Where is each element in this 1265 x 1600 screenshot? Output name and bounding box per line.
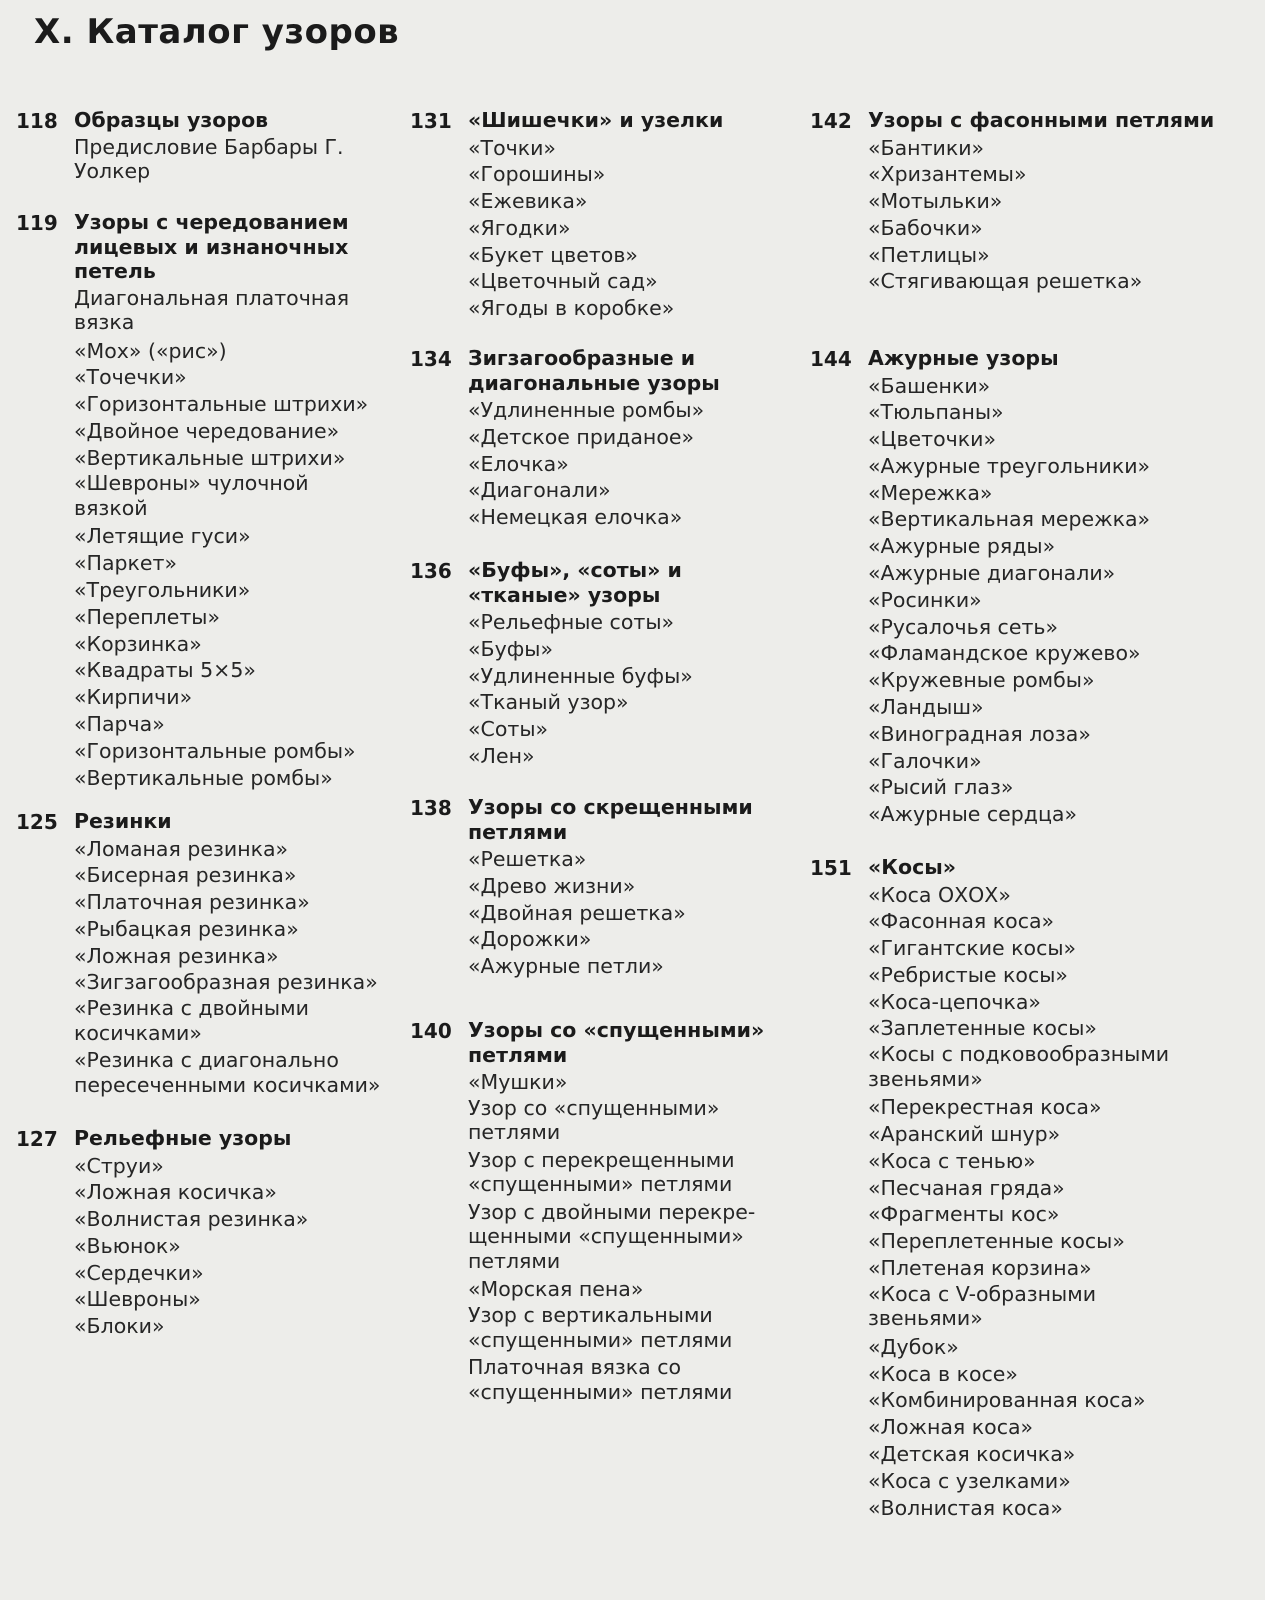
pattern-list bbox=[868, 882, 1260, 1522]
pattern-item: «Росинки» bbox=[868, 587, 982, 612]
catalog-section bbox=[16, 108, 401, 187]
pattern-item: «Песчаная гряда» bbox=[868, 1175, 1065, 1200]
pattern-item: «Фрагменты кос» bbox=[868, 1202, 1060, 1227]
pattern-item: «Буфы» bbox=[468, 636, 553, 661]
catalog-section bbox=[810, 108, 1260, 295]
section-page-number: 142 bbox=[810, 109, 852, 133]
catalog-section bbox=[410, 108, 800, 322]
pattern-item: «Рысий глаз» bbox=[868, 775, 1014, 800]
pattern-item: «Ажурные диагонали» bbox=[868, 561, 1116, 586]
pattern-item: «Коса с V-образными звеньями» bbox=[868, 1281, 1097, 1331]
pattern-item: «Сердечки» bbox=[74, 1260, 204, 1285]
section-body bbox=[74, 809, 401, 1100]
pattern-item: «Ложная коса» bbox=[868, 1415, 1034, 1440]
pattern-item: «Вертикальные штрихи» bbox=[74, 445, 346, 470]
section-body bbox=[468, 795, 800, 980]
pattern-item: «Древо жизни» bbox=[468, 873, 636, 898]
section-body bbox=[468, 1018, 800, 1407]
pattern-item: «Двойное чередование» bbox=[74, 418, 340, 443]
pattern-item: Узор с двойными перекре- щенными «спущенными» петлями bbox=[468, 1199, 756, 1273]
pattern-item: «Башенки» bbox=[868, 373, 991, 398]
section-title: Узоры с чередованием лицевых и изнаночных петель bbox=[74, 210, 349, 283]
pattern-item: «Корзинка» bbox=[74, 631, 202, 656]
pattern-item: «Бабочки» bbox=[868, 215, 983, 240]
section-title: Узоры со «спущенными» петлями bbox=[468, 1018, 765, 1067]
section-body bbox=[868, 346, 1260, 828]
pattern-item: «Бисерная резинка» bbox=[74, 863, 297, 888]
catalog-section bbox=[410, 1018, 800, 1407]
pattern-item: «Ажурные петли» bbox=[468, 954, 664, 979]
pattern-item: «Фламандское кружево» bbox=[868, 641, 1141, 666]
section-title: Зигзагообразные и диагональные узоры bbox=[468, 346, 720, 395]
pattern-item: «Тканый узор» bbox=[468, 690, 629, 715]
pattern-item: «Переплетенные косы» bbox=[868, 1229, 1125, 1254]
pattern-list bbox=[74, 135, 401, 184]
pattern-item: «Решетка» bbox=[468, 847, 587, 871]
pattern-item: «Горизонтальные ромбы» bbox=[74, 738, 356, 763]
section-title: Ажурные узоры bbox=[868, 346, 1059, 370]
pattern-item: «Кружевные ромбы» bbox=[868, 668, 1095, 693]
pattern-item: «Рыбацкая резинка» bbox=[74, 916, 299, 941]
pattern-item: «Ложная резинка» bbox=[74, 943, 279, 968]
pattern-item: «Заплетенные косы» bbox=[868, 1016, 1097, 1041]
pattern-item: «Коса в косе» bbox=[868, 1361, 1018, 1386]
section-page-number: 151 bbox=[810, 856, 852, 880]
catalog-section bbox=[410, 558, 800, 770]
pattern-item: «Цветочки» bbox=[868, 427, 996, 452]
pattern-list bbox=[468, 397, 800, 531]
pattern-item: «Ландыш» bbox=[868, 695, 984, 720]
pattern-item: Платочная вязка со «спущенными» петлями bbox=[468, 1355, 733, 1404]
pattern-item: «Ажурные сердца» bbox=[868, 802, 1078, 827]
catalog-section bbox=[810, 346, 1260, 828]
section-page-number: 125 bbox=[16, 810, 58, 834]
section-page-number: 119 bbox=[16, 211, 58, 235]
pattern-item: «Платочная резинка» bbox=[74, 890, 310, 915]
pattern-item: «Треугольники» bbox=[74, 578, 251, 603]
pattern-item: «Хризантемы» bbox=[868, 162, 1027, 187]
pattern-item: «Горошины» bbox=[468, 162, 606, 187]
section-page-number: 144 bbox=[810, 347, 852, 371]
section-page-number: 136 bbox=[410, 559, 452, 583]
pattern-list bbox=[74, 836, 401, 1098]
pattern-item: «Двойная решетка» bbox=[468, 900, 686, 925]
pattern-item: «Рельефные соты» bbox=[468, 610, 675, 634]
pattern-list bbox=[468, 846, 800, 980]
pattern-item: «Коса с тенью» bbox=[868, 1148, 1036, 1173]
section-page-number: 134 bbox=[410, 347, 452, 371]
pattern-item: «Зигзагообразная резинка» bbox=[74, 970, 378, 995]
section-title: «Шишечки» и узелки bbox=[468, 108, 724, 132]
pattern-item: «Перекрестная коса» bbox=[868, 1095, 1102, 1120]
pattern-item: «Кирпичи» bbox=[74, 685, 193, 710]
pattern-item: «Паркет» bbox=[74, 551, 178, 576]
catalog-section bbox=[16, 1126, 401, 1340]
pattern-item: «Резинка с диагонально пересеченными косичками» bbox=[74, 1048, 381, 1097]
section-title: Образцы узоров bbox=[74, 108, 269, 132]
pattern-item: «Точечки» bbox=[74, 365, 187, 390]
pattern-item: «Переплеты» bbox=[74, 604, 220, 629]
pattern-item: «Мережка» bbox=[868, 480, 993, 505]
pattern-item: «Вертикальные ромбы» bbox=[74, 765, 333, 790]
pattern-item: Узор со «спущенными» петлями bbox=[468, 1095, 720, 1145]
pattern-item: «Ягоды в коробке» bbox=[468, 296, 675, 321]
section-title: Рельефные узоры bbox=[74, 1126, 292, 1150]
section-body bbox=[74, 108, 401, 187]
catalog-section bbox=[16, 210, 401, 791]
pattern-item: «Лен» bbox=[468, 743, 535, 768]
pattern-item: «Мушки» bbox=[468, 1070, 568, 1094]
pattern-item: «Детское приданое» bbox=[468, 424, 695, 449]
section-title: Узоры со скрещенными петлями bbox=[468, 795, 753, 844]
pattern-item: «Ребристые косы» bbox=[868, 962, 1068, 987]
pattern-item: «Волнистая резинка» bbox=[74, 1207, 309, 1232]
pattern-item: «Резинка с двойными косичками» bbox=[74, 996, 309, 1045]
pattern-item: «Точки» bbox=[468, 135, 556, 160]
pattern-list bbox=[74, 1153, 401, 1341]
pattern-item: «Русалочья сеть» bbox=[868, 614, 1059, 639]
section-body bbox=[468, 558, 800, 770]
pattern-item: «Коса с узелками» bbox=[868, 1468, 1071, 1493]
pattern-item: «Мох» («рис») bbox=[74, 338, 227, 363]
page-title: X. Каталог узоров bbox=[34, 12, 400, 52]
section-body bbox=[74, 210, 401, 791]
pattern-item: «Бантики» bbox=[868, 135, 985, 160]
section-body bbox=[468, 108, 800, 322]
pattern-list bbox=[468, 135, 800, 323]
pattern-item: «Комбинированная коса» bbox=[868, 1388, 1146, 1413]
pattern-item: «Вертикальная мережка» bbox=[868, 507, 1151, 532]
pattern-item: «Коса ОХОХ» bbox=[868, 882, 1011, 907]
pattern-item: «Горизонтальные штрихи» bbox=[74, 392, 369, 417]
pattern-item: «Аранский шнур» bbox=[868, 1122, 1061, 1147]
pattern-item: «Мотыльки» bbox=[868, 189, 1003, 214]
pattern-item: «Виноградная лоза» bbox=[868, 721, 1091, 746]
section-page-number: 127 bbox=[16, 1127, 58, 1151]
pattern-item: «Блоки» bbox=[74, 1314, 165, 1339]
section-page-number: 138 bbox=[410, 796, 452, 820]
section-title: Резинки bbox=[74, 809, 172, 833]
pattern-item: «Дорожки» bbox=[468, 927, 592, 952]
section-body bbox=[74, 1126, 401, 1340]
catalog-section bbox=[410, 346, 800, 531]
pattern-item: «Ложная косичка» bbox=[74, 1180, 277, 1205]
pattern-item: «Летящие гуси» bbox=[74, 524, 251, 549]
section-body bbox=[868, 108, 1260, 295]
pattern-item: «Вьюнок» bbox=[74, 1233, 181, 1258]
pattern-item: «Ажурные ряды» bbox=[868, 534, 1056, 559]
section-title: «Буфы», «соты» и «тканые» узоры bbox=[468, 558, 682, 607]
section-title: «Косы» bbox=[868, 855, 957, 879]
pattern-item: «Цветочный сад» bbox=[468, 269, 658, 294]
catalog-section bbox=[410, 795, 800, 980]
pattern-item: «Стягивающая решетка» bbox=[868, 269, 1143, 294]
pattern-item: «Удлиненные ромбы» bbox=[468, 398, 705, 422]
pattern-item: «Шевроны» чулочной вязкой bbox=[74, 471, 309, 520]
pattern-item: «Квадраты 5×5» bbox=[74, 658, 256, 683]
pattern-item: «Букет цветов» bbox=[468, 242, 638, 267]
pattern-list bbox=[468, 609, 800, 770]
pattern-item: «Фасонная коса» bbox=[868, 909, 1055, 934]
pattern-item: «Ягодки» bbox=[468, 215, 571, 240]
section-page-number: 140 bbox=[410, 1019, 452, 1043]
pattern-item: «Волнистая коса» bbox=[868, 1495, 1063, 1520]
pattern-item: «Галочки» bbox=[868, 748, 982, 773]
section-body bbox=[468, 346, 800, 531]
section-title: Узоры с фасонными петлями bbox=[868, 108, 1215, 132]
catalog-section bbox=[810, 855, 1260, 1521]
pattern-item: «Елочка» bbox=[468, 451, 569, 476]
pattern-item: «Немецкая елочка» bbox=[468, 505, 683, 530]
pattern-item: «Парча» bbox=[74, 712, 165, 737]
pattern-item: «Шевроны» bbox=[74, 1287, 201, 1312]
pattern-item: «Ежевика» bbox=[468, 189, 588, 214]
section-page-number: 131 bbox=[410, 109, 452, 133]
pattern-list bbox=[868, 373, 1260, 829]
pattern-item: «Ломаная резинка» bbox=[74, 836, 289, 861]
pattern-item: «Тюльпаны» bbox=[868, 400, 1004, 425]
pattern-item: «Косы с подковообразными звеньями» bbox=[868, 1042, 1170, 1091]
pattern-list bbox=[468, 1069, 800, 1404]
pattern-item: «Гигантские косы» bbox=[868, 936, 1077, 961]
pattern-list bbox=[868, 135, 1260, 296]
section-body bbox=[868, 855, 1260, 1521]
pattern-item: «Удлиненные буфы» bbox=[468, 663, 693, 688]
pattern-item: «Дубок» bbox=[868, 1334, 959, 1359]
pattern-item: «Соты» bbox=[468, 717, 549, 742]
pattern-item: «Струи» bbox=[74, 1153, 164, 1178]
pattern-item: «Ажурные треугольники» bbox=[868, 453, 1151, 478]
pattern-item: «Морская пена» bbox=[468, 1277, 644, 1302]
pattern-item: «Коса-цепочка» bbox=[868, 989, 1041, 1014]
pattern-item: Узор с вертикальными «спущенными» петлями bbox=[468, 1303, 733, 1352]
section-page-number: 118 bbox=[16, 109, 58, 133]
pattern-list bbox=[74, 286, 401, 792]
pattern-item: Узор с перекрещенными «спущенными» петлями bbox=[468, 1147, 735, 1197]
pattern-item: Предисловие Барбары Г. Уолкер bbox=[74, 134, 344, 183]
pattern-item: «Диагонали» bbox=[468, 478, 611, 503]
pattern-item: «Детская косичка» bbox=[868, 1442, 1076, 1467]
catalog-section bbox=[16, 809, 401, 1100]
pattern-item: «Плетеная корзина» bbox=[868, 1256, 1092, 1281]
pattern-item: Диагональная платочная вязка bbox=[74, 285, 350, 334]
pattern-item: «Петлицы» bbox=[868, 242, 990, 267]
